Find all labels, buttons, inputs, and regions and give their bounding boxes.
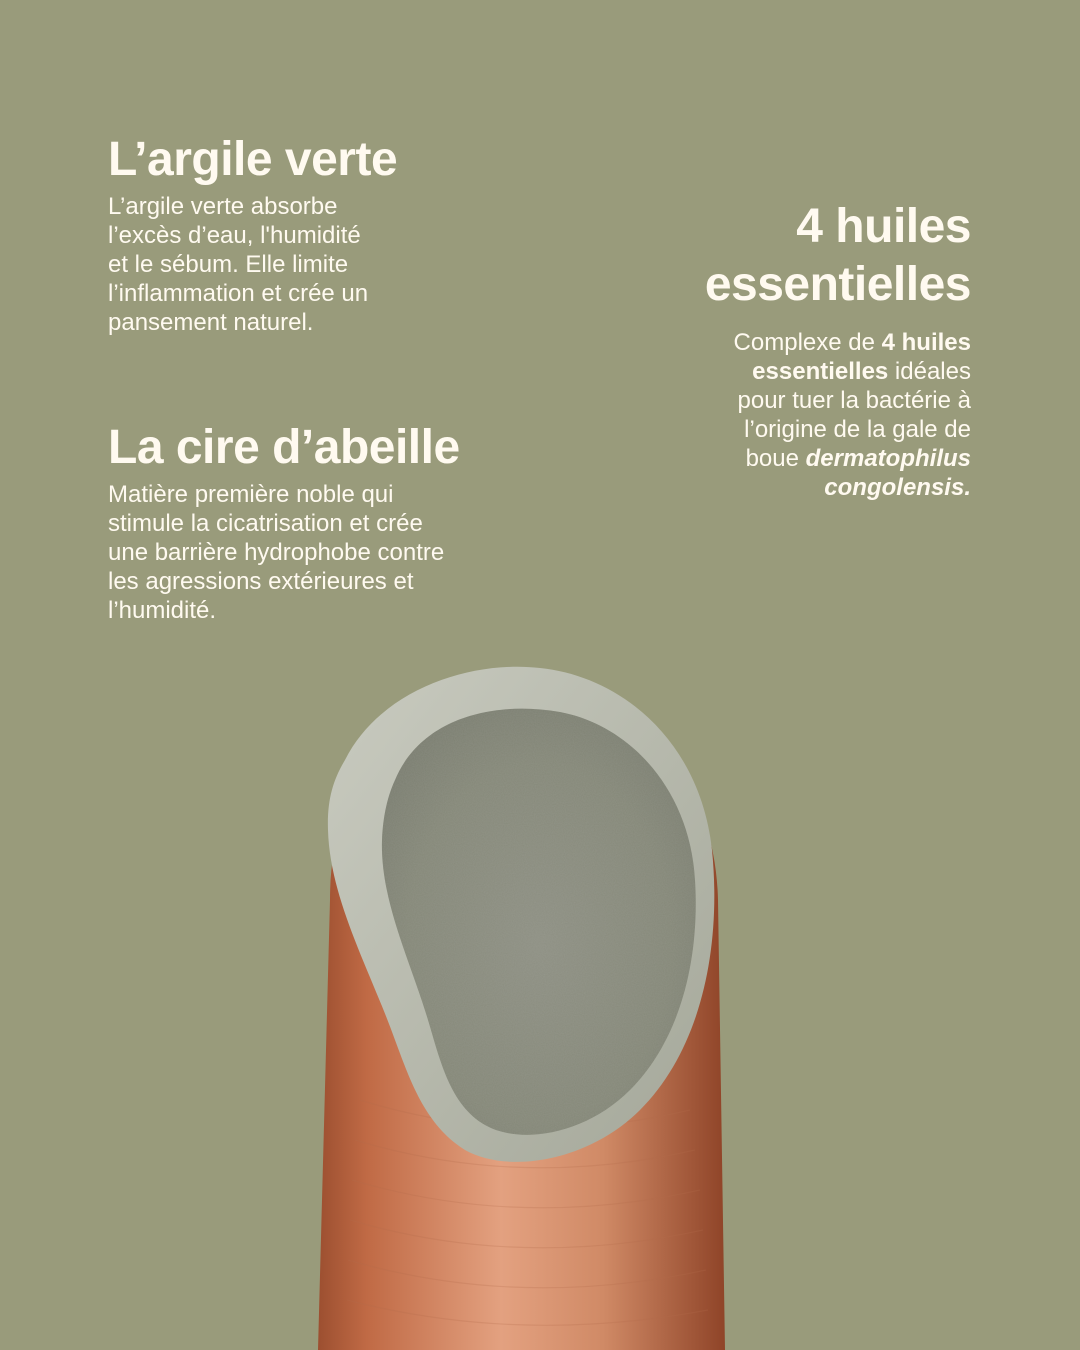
beeswax-heading: La cire d’abeille xyxy=(108,421,460,474)
clay-description xyxy=(108,192,568,337)
oils-text: idéales xyxy=(888,358,971,385)
beeswax-line: les agressions extérieures et xyxy=(108,567,414,595)
clay-heading: L’argile verte xyxy=(108,133,398,186)
essential-oils-heading-line: 4 huiles xyxy=(796,200,971,253)
beeswax-line: stimule la cicatrisation et crée xyxy=(108,509,423,537)
essential-oils-section xyxy=(551,198,971,502)
beeswax-line: une barrière hydrophobe contre xyxy=(108,538,445,566)
oils-line: l’origine de la gale de xyxy=(744,416,971,443)
oils-line xyxy=(551,328,971,357)
clay-line: l’excès d’eau, l'humidité xyxy=(108,221,361,249)
oils-emphasis: 4 huiles xyxy=(881,329,971,356)
clay-line: pansement naturel. xyxy=(108,308,314,336)
oils-line xyxy=(551,444,971,473)
oils-text: boue xyxy=(745,445,806,472)
bacteria-name: congolensis. xyxy=(824,474,971,501)
oils-text: Complexe de xyxy=(733,329,882,356)
beeswax-section xyxy=(108,422,568,625)
clay-line: l’inflammation et crée un xyxy=(108,279,369,307)
oils-line: pour tuer la bactérie à xyxy=(737,387,971,414)
oils-emphasis: essentielles xyxy=(752,358,889,385)
essential-oils-heading-line: essentielles xyxy=(704,258,971,311)
beeswax-line: l’humidité. xyxy=(108,596,217,624)
oils-line xyxy=(551,357,971,386)
beeswax-line: Matière première noble qui xyxy=(108,480,394,508)
clay-line: et le sébum. Elle limite xyxy=(108,250,349,278)
clay-section xyxy=(108,134,568,337)
clay-line: L’argile verte absorbe xyxy=(108,192,338,220)
beeswax-description xyxy=(108,480,568,625)
essential-oils-heading xyxy=(551,198,971,314)
essential-oils-description xyxy=(551,328,971,502)
bacteria-name: dermatophilus xyxy=(805,445,971,472)
